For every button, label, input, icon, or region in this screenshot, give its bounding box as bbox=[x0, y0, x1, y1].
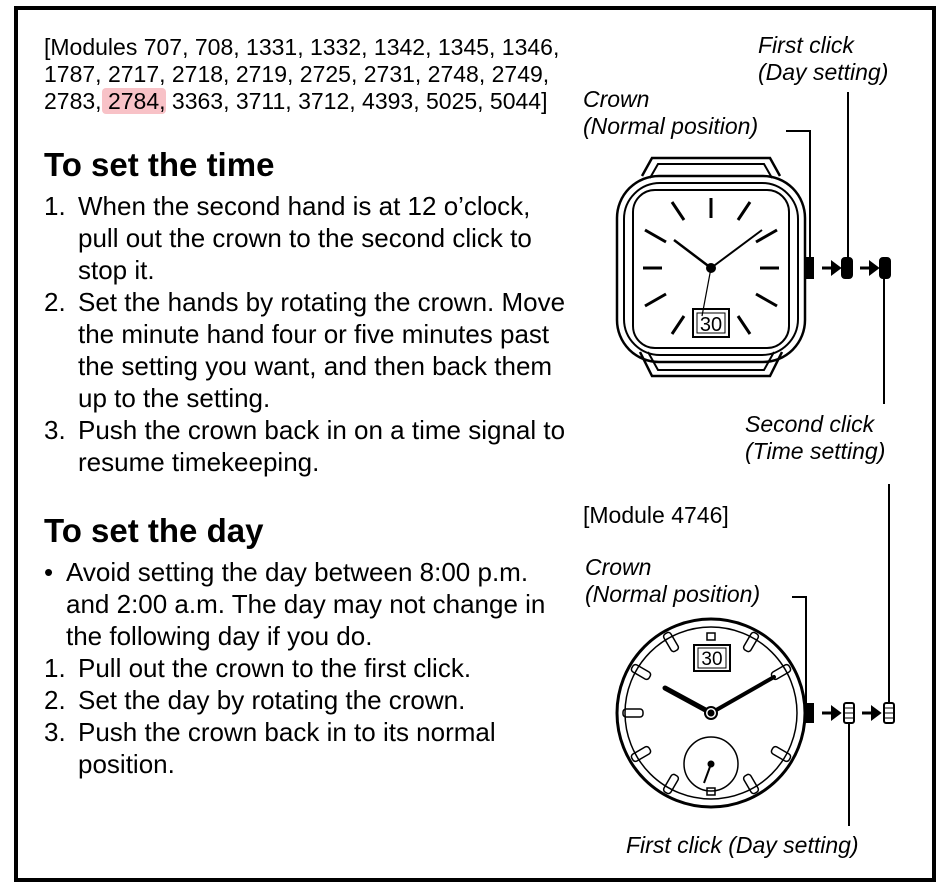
d1-date-text: 30 bbox=[699, 314, 723, 336]
d1-second-click-label: Second click (Time setting) bbox=[745, 411, 886, 464]
d2-module-label: [Module 4746] bbox=[583, 502, 729, 528]
list-item: 3. Push the crown back in to its normal position. bbox=[44, 717, 496, 779]
d2-first-click-label: First click (Day setting) bbox=[626, 832, 859, 858]
modules-list: [Modules 707, 708, 1331, 1332, 1342, 1345, 1346, 1787, 2717, 2718, 2719, 2725, 2731, 2748, 2749, 2783, 2784, 3363, 3711, 3712, 4393, 5025, 5044] bbox=[44, 34, 560, 114]
list-item: 2. Set the hands by rotating the crown. Move the minute hand four or five minutes past the setting you want, and then back them up to the setting. bbox=[44, 287, 566, 413]
set-time-heading: To set the time bbox=[44, 146, 275, 183]
bullet-note: • Avoid setting the day between 8:00 p.m. and 2:00 a.m. The day may not change in the following day if you do. bbox=[44, 557, 546, 651]
d2-date-text: 30 bbox=[701, 649, 723, 670]
d1-first-click-label: First click (Day setting) bbox=[758, 32, 889, 85]
square-watch-illustration bbox=[617, 92, 890, 404]
list-item: 1. Pull out the crown to the first click. bbox=[44, 653, 472, 683]
list-item: 1. When the second hand is at 12 o’clock, pull out the crown to the second click to stop it. bbox=[44, 191, 532, 285]
list-item: 2. Set the day by rotating the crown. bbox=[44, 685, 466, 715]
d2-crown-label: Crown (Normal position) bbox=[585, 554, 761, 607]
list-item: 3. Push the crown back in on a time signal to resume timekeeping. bbox=[44, 415, 566, 477]
round-watch-illustration bbox=[617, 484, 894, 826]
d1-crown-label: Crown (Normal position) bbox=[583, 86, 759, 139]
set-day-heading: To set the day bbox=[44, 512, 264, 549]
highlighted-module: 2784, bbox=[101, 88, 166, 114]
